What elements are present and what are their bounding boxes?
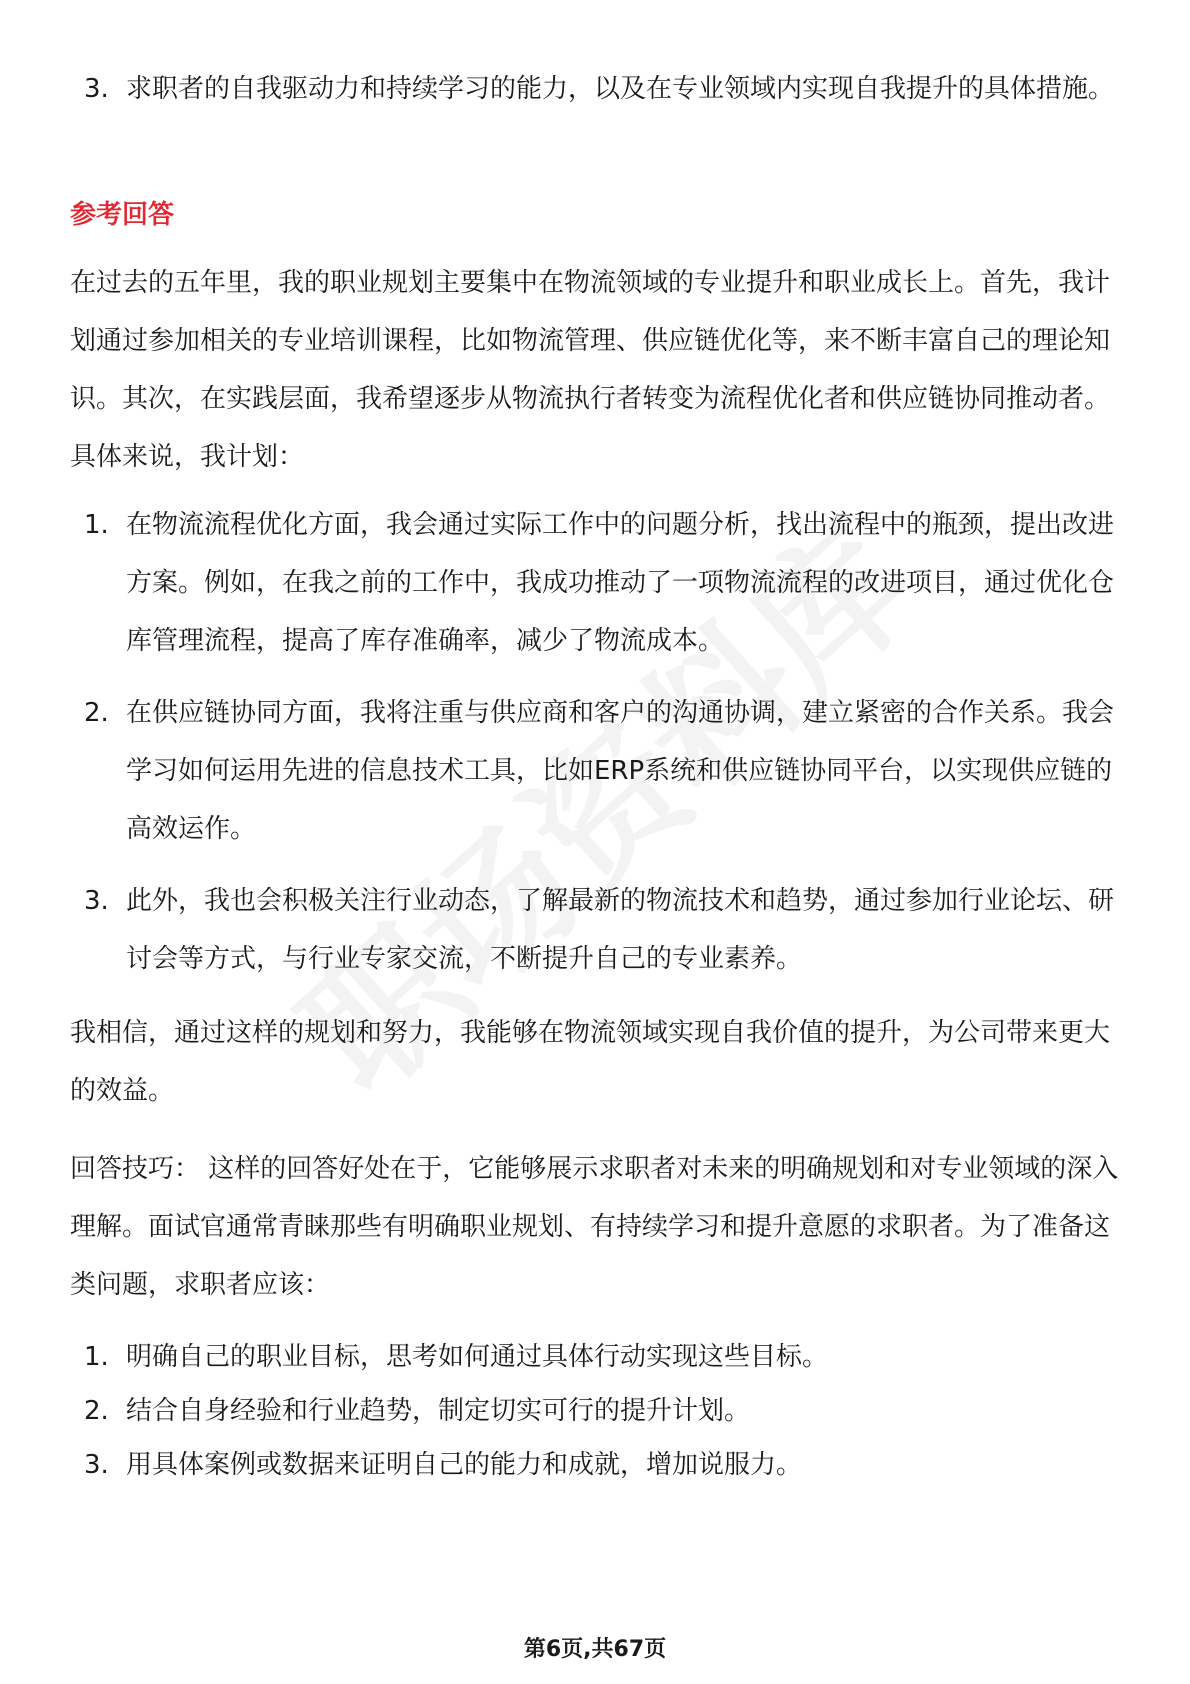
list-number: 3. xyxy=(84,1450,109,1480)
section-heading: 参考回答 xyxy=(70,200,175,230)
page-footer: 第6页,共67页 xyxy=(523,1637,667,1662)
list-text: 明确自己的职业目标，思考如何通过具体行动实现这些目标。 xyxy=(126,1342,829,1372)
list-text: 在供应链协同方面，我将注重与供应商和客户的沟通协调，建立紧密的合作关系。我会学习如何运用先进的信息技术工具，比如ERP系统和供应链协同平台，以实现供应链的高效运作。 xyxy=(126,698,1115,844)
list-item xyxy=(70,60,1130,118)
tips-paragraph: 回答技巧： 这样的回答好处在于，它能够展示求职者对未来的明确规划和对专业领域的深入理解。面试官通常青睐那些有明确职业规划、有持续学习和提升意愿的求职者。为了准备这类问题，求职者应该： xyxy=(70,1154,1119,1300)
list-item xyxy=(70,872,1130,988)
list-number: 2. xyxy=(84,1396,109,1426)
closing-paragraph: 我相信，通过这样的规划和努力，我能够在物流领域实现自我价值的提升，为公司带来更大的效益。 xyxy=(70,1018,1111,1106)
list-item xyxy=(70,496,1130,670)
list-number: 1. xyxy=(84,1342,109,1372)
list-text: 结合自身经验和行业趋势，制定切实可行的提升计划。 xyxy=(126,1396,751,1426)
list-text: 在物流流程优化方面，我会通过实际工作中的问题分析，找出流程中的瓶颈，提出改进方案。例如，在我之前的工作中，我成功推动了一项物流流程的改进项目，通过优化仓库管理流程，提高了库存准确率，减少了物流成本。 xyxy=(126,510,1115,656)
list-text: 用具体案例或数据来证明自己的能力和成就，增加说服力。 xyxy=(126,1450,803,1480)
list-item xyxy=(70,684,1130,858)
list-number: 3. xyxy=(84,74,109,104)
list-item xyxy=(70,1382,1130,1440)
list-number: 2. xyxy=(84,698,109,728)
list-text: 此外，我也会积极关注行业动态，了解最新的物流技术和趋势，通过参加行业论坛、研讨会等方式，与行业专家交流，不断提升自己的专业素养。 xyxy=(126,886,1115,974)
list-item xyxy=(70,1436,1130,1494)
list-text: 求职者的自我驱动力和持续学习的能力，以及在专业领域内实现自我提升的具体措施。 xyxy=(126,74,1115,104)
list-number: 3. xyxy=(84,886,109,916)
list-number: 1. xyxy=(84,510,109,540)
list-item xyxy=(70,1328,1130,1386)
answer-paragraph: 在过去的五年里，我的职业规划主要集中在物流领域的专业提升和职业成长上。首先，我计划通过参加相关的专业培训课程，比如物流管理、供应链优化等，来不断丰富自己的理论知识。其次，在实践层面，我希望逐步从物流执行者转变为流程优化者和供应链协同推动者。具体来说，我计划： xyxy=(70,268,1111,472)
